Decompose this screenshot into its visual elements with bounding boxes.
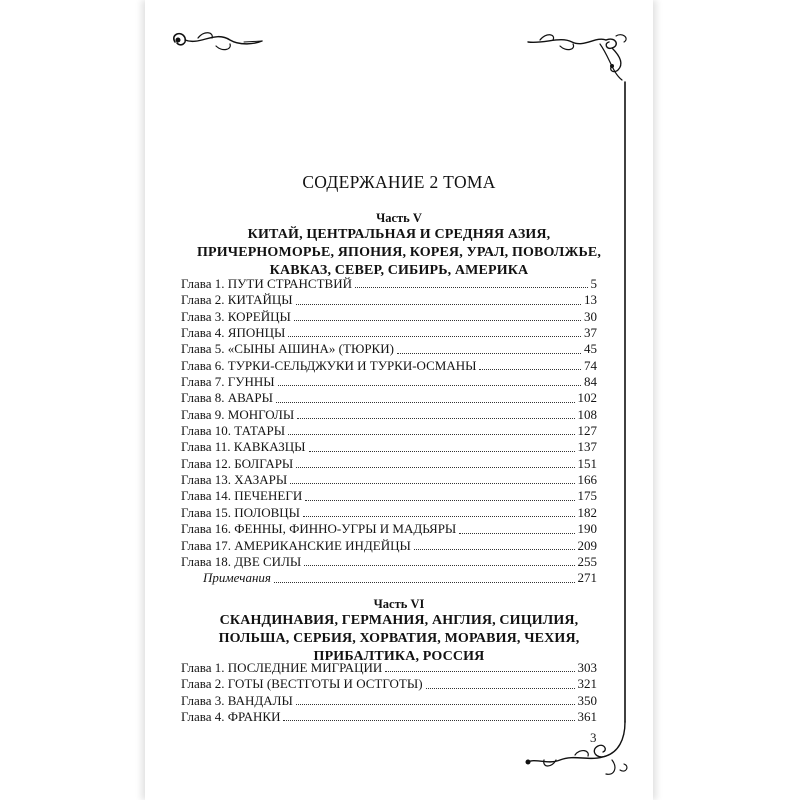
toc-entry-page: 37	[584, 325, 597, 341]
toc-entry	[181, 505, 597, 521]
dot-leader	[414, 548, 575, 550]
toc-entry-page: 13	[584, 292, 597, 308]
dot-leader	[304, 564, 574, 566]
toc-entry-label: Глава 16. ФЕННЫ, ФИННО-УГРЫ И МАДЬЯРЫ	[181, 521, 457, 537]
toc-entry-page: 361	[577, 709, 597, 725]
toc-entry-page: 321	[577, 676, 597, 692]
part-label: Часть V	[376, 211, 422, 225]
dot-leader	[355, 286, 588, 288]
toc-entry-page: 102	[577, 390, 597, 406]
toc-entry	[181, 374, 597, 390]
dot-leader	[385, 670, 574, 672]
toc-entry-page: 350	[577, 692, 597, 708]
toc-entry-page: 108	[577, 406, 597, 422]
toc-entry	[181, 676, 597, 692]
page-title: СОДЕРЖАНИЕ 2 ТОМА	[302, 172, 496, 192]
toc-entry-page: 137	[577, 439, 597, 455]
toc-entry-label: Глава 17. АМЕРИКАНСКИЕ ИНДЕЙЦЫ	[181, 537, 411, 553]
toc-entry-page: 30	[584, 308, 597, 324]
toc-entry-label: Глава 2. ГОТЫ (ВЕСТГОТЫ И ОСТГОТЫ)	[181, 676, 423, 692]
dot-leader	[297, 417, 574, 419]
toc-entry-label: Глава 14. ПЕЧЕНЕГИ	[181, 488, 303, 504]
toc-entry-label: Глава 7. ГУННЫ	[181, 374, 275, 390]
dot-leader	[290, 482, 574, 484]
toc-entry	[181, 439, 597, 455]
toc-entry	[181, 488, 597, 504]
dot-leader	[479, 368, 581, 370]
toc-entry	[181, 341, 597, 357]
toc-entry	[181, 292, 597, 308]
toc-entry	[181, 276, 597, 292]
part-heading-line: КАВКАЗ, СЕВЕР, СИБИРЬ, АМЕРИКА	[269, 263, 529, 278]
toc-entry-page: 74	[584, 357, 597, 373]
dot-leader	[294, 319, 581, 321]
toc-entry	[181, 472, 597, 488]
toc-entry-page: 151	[577, 455, 597, 471]
dot-leader	[276, 401, 575, 403]
toc-entry	[181, 390, 597, 406]
toc-entry-page: 84	[584, 374, 597, 390]
toc-entry-page: 127	[577, 423, 597, 439]
toc-entry-page: 209	[577, 537, 597, 553]
dot-leader	[309, 450, 575, 452]
toc-entry-page: 190	[577, 521, 597, 537]
toc-entry-label: Глава 2. КИТАЙЦЫ	[181, 292, 293, 308]
toc-entry-label: Глава 4. ФРАНКИ	[181, 709, 281, 725]
page-number: 3	[590, 730, 597, 745]
toc-list-part-vi	[181, 660, 597, 725]
dot-leader	[278, 384, 581, 386]
toc-entry-label: Глава 6. ТУРКИ-СЕЛЬДЖУКИ И ТУРКИ-ОСМАНЫ	[181, 357, 477, 373]
toc-entry-label: Глава 9. МОНГОЛЫ	[181, 406, 295, 422]
dot-leader	[283, 719, 574, 721]
dot-leader	[288, 335, 581, 337]
toc-entry-label: Глава 15. ПОЛОВЦЫ	[181, 504, 301, 520]
toc-entry	[181, 538, 597, 554]
toc-entry	[181, 407, 597, 423]
dot-leader	[296, 466, 574, 468]
toc-entry-label: Глава 4. ЯПОНЦЫ	[181, 325, 286, 341]
toc-entry	[181, 660, 597, 676]
toc-entry-label: Глава 1. ПУТИ СТРАНСТВИЙ	[181, 276, 352, 291]
part-heading-line: СКАНДИНАВИЯ, ГЕРМАНИЯ, АНГЛИЯ, СИЦИЛИЯ,	[219, 613, 579, 628]
toc-entry	[181, 709, 597, 725]
toc-entry-page: 45	[584, 341, 597, 357]
toc-entry-label: Глава 1. ПОСЛЕДНИЕ МИГРАЦИИ	[181, 660, 383, 675]
toc-entry-page: 166	[577, 472, 597, 488]
toc-entry	[181, 423, 597, 439]
dot-leader	[296, 303, 581, 305]
toc-list-part-v	[181, 276, 597, 587]
toc-entry	[181, 358, 597, 374]
part-label: Часть VI	[373, 597, 425, 611]
toc-entry-label: Глава 3. ВАНДАЛЫ	[181, 692, 293, 708]
toc-entry	[181, 554, 597, 570]
toc-entry-label: Глава 3. КОРЕЙЦЫ	[181, 308, 291, 324]
part-vi-heading	[170, 597, 628, 666]
toc-entry-page: 271	[577, 570, 597, 586]
toc-entry-label: Глава 13. ХАЗАРЫ	[181, 472, 288, 488]
toc-entry-label: Глава 12. БОЛГАРЫ	[181, 455, 294, 471]
toc-entry	[181, 309, 597, 325]
toc-entry-label: Глава 8. АВАРЫ	[181, 390, 273, 406]
part-heading-line: ПОЛЬША, СЕРБИЯ, ХОРВАТИЯ, МОРАВИЯ, ЧЕХИЯ,	[218, 631, 580, 646]
toc-entry	[181, 456, 597, 472]
part-v-heading	[170, 211, 628, 280]
part-heading-line: КИТАЙ, ЦЕНТРАЛЬНАЯ И СРЕДНЯЯ АЗИЯ,	[247, 227, 551, 242]
dot-leader	[459, 532, 574, 534]
toc-entry-label: Глава 5. «СЫНЫ АШИНА» (ТЮРКИ)	[181, 341, 394, 357]
toc-entry	[181, 521, 597, 537]
toc-entry-page: 255	[577, 553, 597, 569]
toc-entry-label: Глава 18. ДВЕ СИЛЫ	[181, 553, 302, 569]
dot-leader	[274, 581, 575, 583]
toc-entry-page: 5	[590, 276, 597, 291]
part-heading-line: ПРИБАЛТИКА, РОССИЯ	[313, 649, 485, 664]
dot-leader	[397, 352, 581, 354]
toc-entry-page: 303	[577, 660, 597, 675]
dot-leader	[296, 703, 575, 705]
dot-leader	[288, 433, 574, 435]
toc-entry	[181, 325, 597, 341]
toc-entry-label: Глава 10. ТАТАРЫ	[181, 423, 286, 439]
toc-entry-label: Глава 11. КАВКАЗЦЫ	[181, 439, 306, 455]
dot-leader	[305, 499, 574, 501]
dot-leader	[303, 515, 574, 517]
toc-entry	[181, 693, 597, 709]
part-heading-line: ПРИЧЕРНОМОРЬЕ, ЯПОНИЯ, КОРЕЯ, УРАЛ, ПОВОЛЖЬЕ,	[197, 245, 601, 260]
toc-entry-label: Примечания	[203, 570, 271, 586]
toc-entry-page: 175	[577, 488, 597, 504]
toc-notes-entry	[181, 570, 597, 586]
toc-entry-page: 182	[577, 504, 597, 520]
dot-leader	[426, 687, 575, 689]
